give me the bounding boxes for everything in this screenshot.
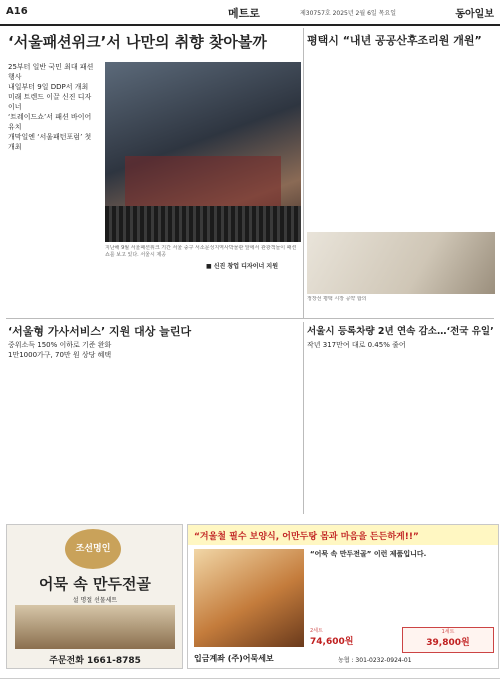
hotpot-photo — [194, 549, 304, 647]
article2-title: 평택시 “내년 공공산후조리원 개원” — [307, 34, 482, 47]
deck-line: 개막일엔 ‘서울패턴포럼’ 첫 개최 — [8, 133, 92, 151]
price-box-title: 2세트 — [310, 628, 323, 634]
deck-line: 1만1000가구, 70만 원 상당 혜택 — [8, 351, 112, 359]
price-box-1 — [402, 627, 494, 653]
article1-box-label: ■ 신진 창업 디자이너 지원 — [206, 263, 278, 270]
article1-title: ‘서울패션위크’서 나만의 취향 찾아볼까 — [8, 33, 267, 51]
page-header — [0, 0, 500, 26]
article1-body-col2 — [105, 262, 200, 306]
issue-date: 제30757호 2025년 2월 6일 목요일 — [300, 10, 396, 17]
deck-line: ‘트레이드쇼’서 패션 바이어 유치 — [8, 113, 92, 131]
article3-deck — [8, 340, 118, 360]
benefits-list — [310, 559, 492, 625]
article4-title: 서울시 등록차량 2년 연속 감소…‘전국 유일’ — [307, 326, 494, 337]
article3-title: ‘서울형 가사서비스’ 지원 대상 늘린다 — [8, 325, 192, 338]
ad-right — [187, 524, 499, 669]
article3-body — [8, 362, 298, 514]
article4-body — [307, 352, 495, 514]
article2-caption: 정장선 평택 시장 공약 합의 — [307, 296, 367, 302]
sale-price: 39,800원 — [426, 638, 470, 648]
ad-call: 입금계좌 (주)어묵세보 — [194, 654, 274, 663]
page-number: A16 — [6, 6, 28, 17]
article1-body-col1 — [8, 118, 98, 306]
section-name: 메트로 — [228, 7, 260, 20]
article2-body — [307, 52, 495, 227]
ad-left-sub: 설 명절 선물세트 — [72, 597, 118, 604]
bank-account: 농협 : 301-0232-0924-01 — [338, 657, 412, 664]
newspaper-logo: 동아일보 — [455, 9, 494, 20]
ad-headline: “겨울철 필수 보양식, 어만두탕 몸과 마음을 든든하게!!” — [194, 532, 419, 542]
fashion-show-photo — [105, 62, 301, 242]
benefits-title: “어묵 속 만두전골” 이런 제품입니다. — [310, 550, 427, 558]
deck-line: 미래 트렌드 이끌 신진 디자이너 — [8, 93, 92, 111]
sale-price: 74,600원 — [310, 637, 354, 647]
article4-deck: 작년 317만여 대로 0.45% 줄어 — [307, 341, 406, 349]
price-box-title: 1세트 — [441, 629, 455, 635]
deck-line: 25부터 일반 국민 최대 패션 행사 — [8, 63, 94, 81]
page-footer — [0, 678, 500, 692]
deck-line: 내일부터 9일 DDP서 개최 — [8, 83, 89, 91]
deck-line: 중위소득 150% 이하로 기준 완화 — [8, 341, 112, 349]
ad-left-phone: 주문전화 1661-8785 — [49, 656, 141, 666]
brand-logo: 조선명인 — [65, 529, 121, 569]
photo-caption: 지난해 9월 서울패션위크 기간 서울 중구 서소문성지역사박물관 앞에서 관광객들이 패션 쇼를 보고 있다. 서울시 제공 — [105, 245, 297, 258]
price-box-2 — [310, 627, 396, 651]
calligraphy-photo — [307, 232, 495, 294]
ad-left — [6, 524, 183, 669]
ad-left-title: 어묵 속 만두전골 — [39, 575, 151, 593]
product-photo — [15, 605, 175, 649]
